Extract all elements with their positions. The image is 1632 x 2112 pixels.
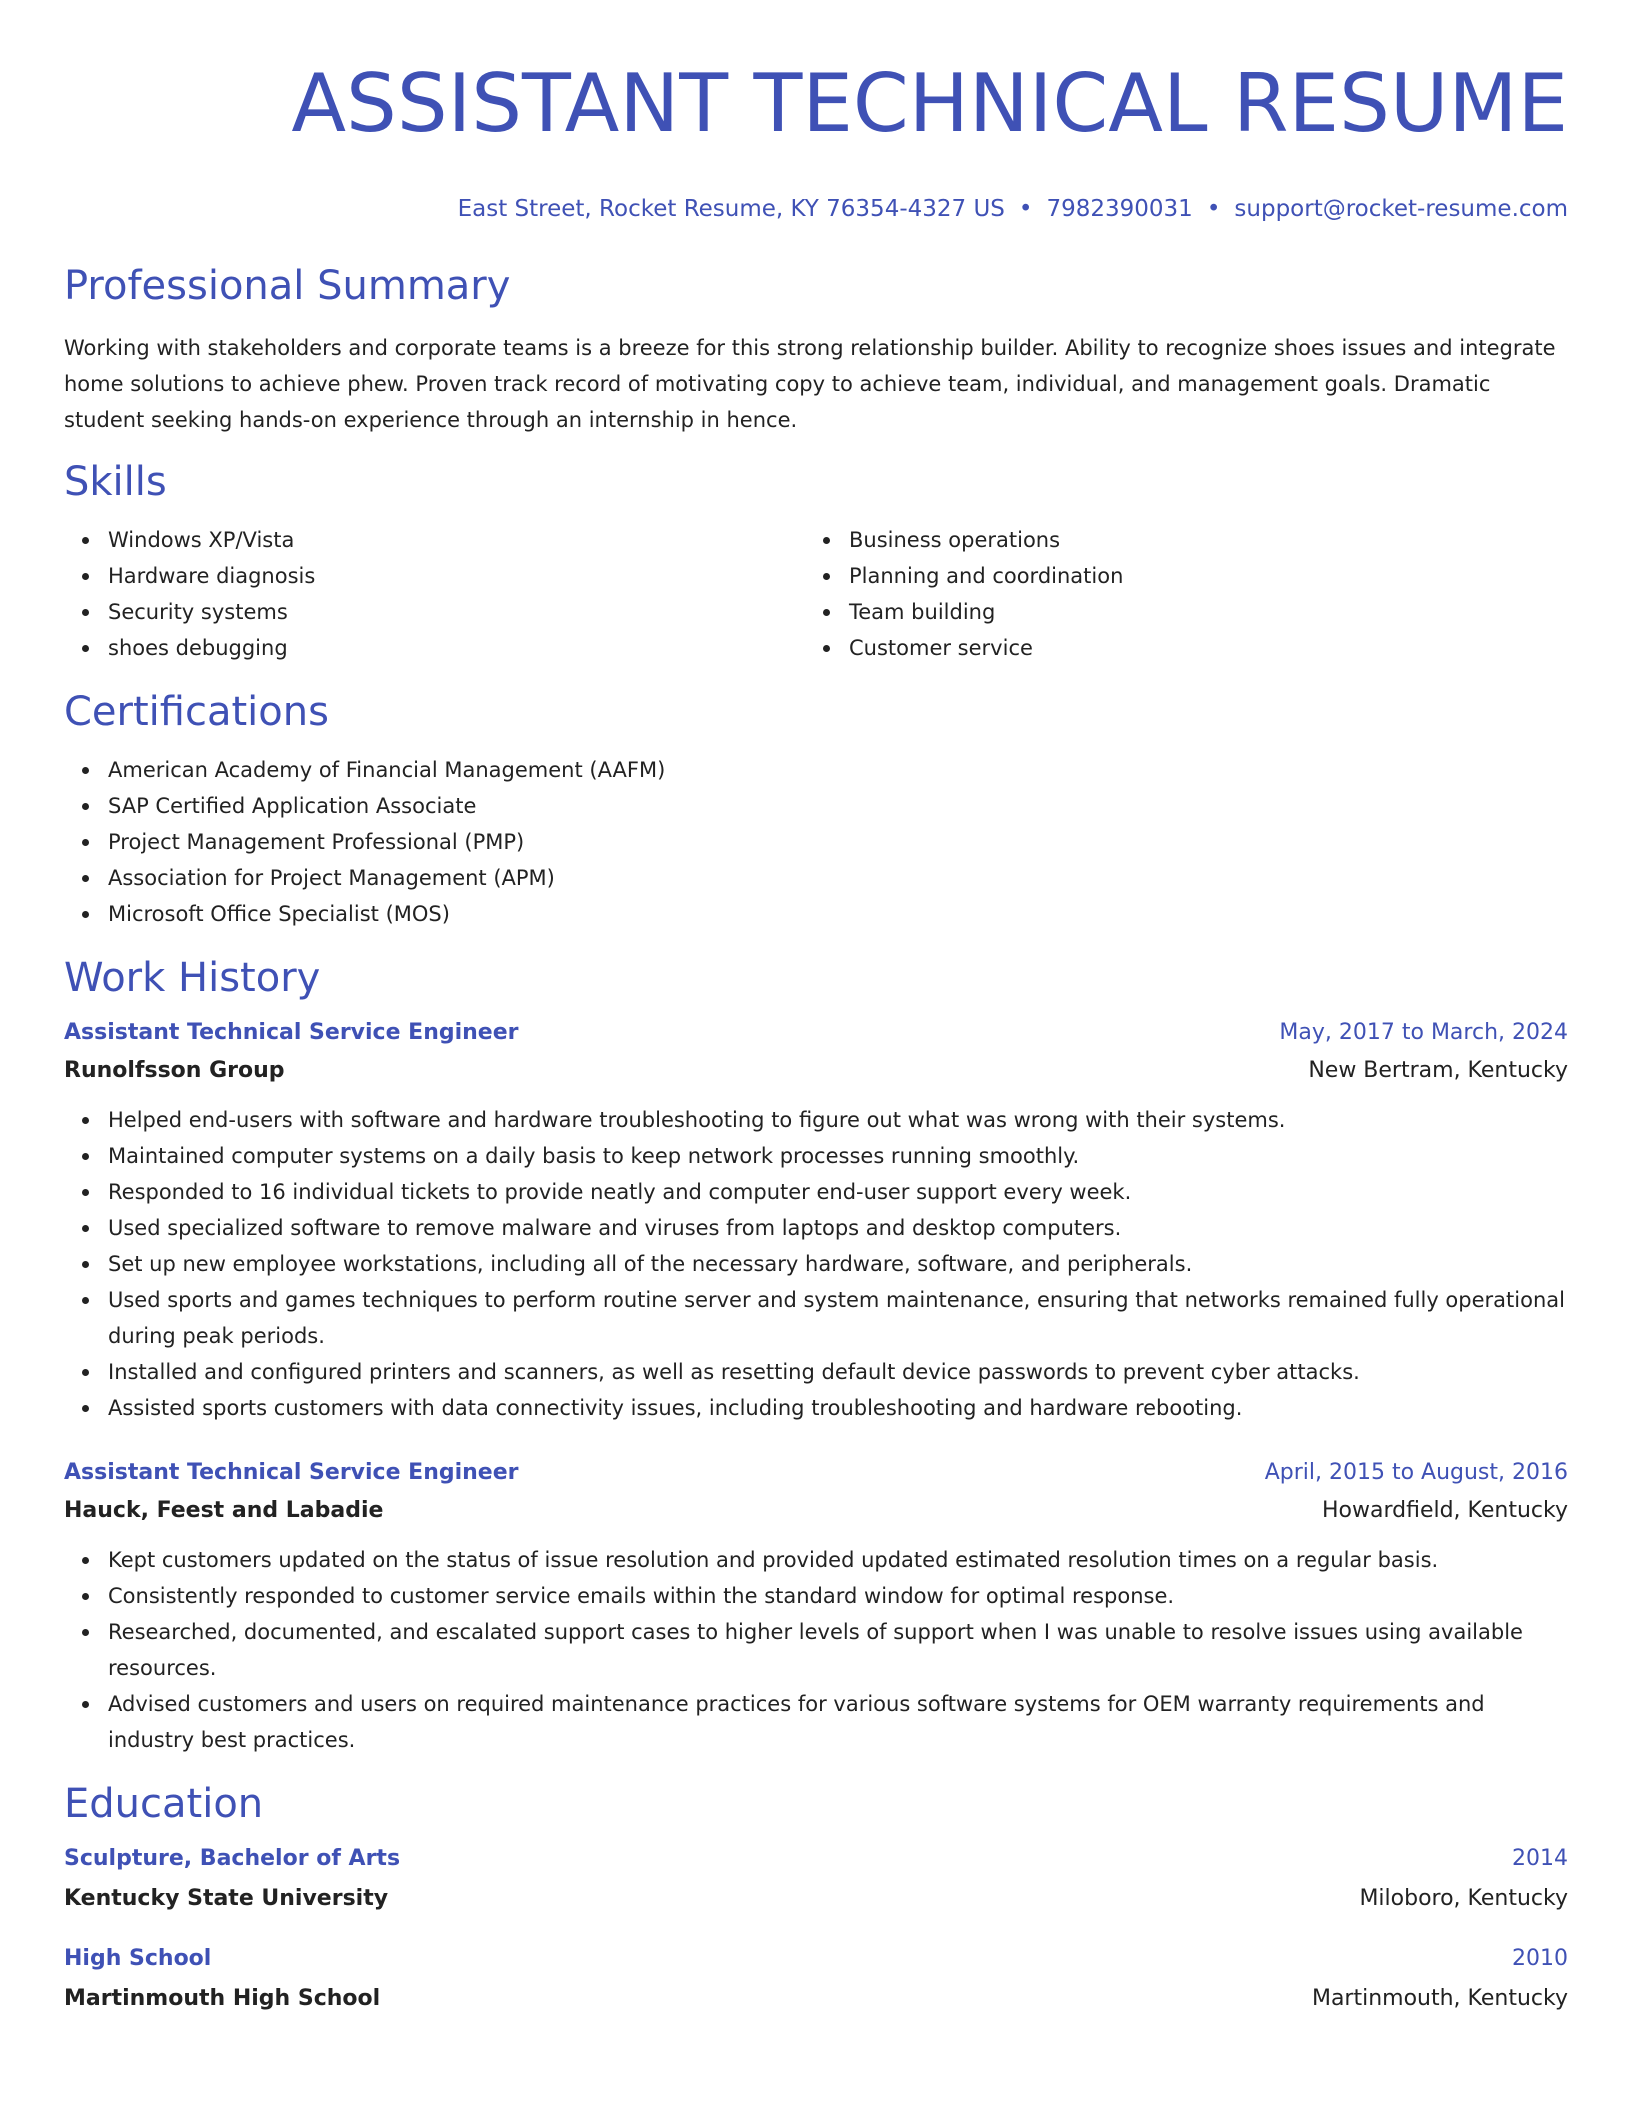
job-location: Howardfield, Kentucky <box>1321 1498 1568 1523</box>
job-bullet: Set up new employee workstations, including all of the necessary hardware, software, and peripherals. <box>108 1246 1568 1282</box>
education-entry <box>64 1844 1568 1914</box>
job-bullet: Advised customers and users on required maintenance practices for various software systems for OEM warranty requirements and industry best practices. <box>108 1686 1568 1758</box>
job-bullet: Helped end-users with software and hardware troubleshooting to figure out what was wrong with their systems. <box>108 1102 1568 1138</box>
certification-item: Association for Project Management (APM) <box>108 860 1568 896</box>
education-heading: Education <box>64 1781 264 1827</box>
certification-item: Project Management Professional (PMP) <box>108 824 1568 860</box>
skill-item: Security systems <box>108 594 805 630</box>
job-company-row <box>64 1056 1568 1086</box>
contact-separator: • <box>1018 196 1033 222</box>
skill-item: Windows XP/Vista <box>108 522 805 558</box>
skill-item: Business operations <box>849 522 1546 558</box>
skill-item: Hardware diagnosis <box>108 558 805 594</box>
contact-line <box>64 194 1568 224</box>
job-location: New Bertram, Kentucky <box>1308 1058 1568 1083</box>
education-year: 2014 <box>1512 1846 1568 1871</box>
job-bullet: Consistently responded to customer service emails within the standard window for optimal response. <box>108 1578 1568 1614</box>
contact-address: East Street, Rocket Resume, KY 76354-4327 US <box>457 196 1005 222</box>
contact-phone: 7982390031 <box>1046 196 1193 222</box>
skills-column-left <box>64 522 805 666</box>
job-bullet: Assisted sports customers with data connectivity issues, including troubleshooting and hardware rebooting. <box>108 1390 1568 1426</box>
education-year: 2010 <box>1512 1946 1568 1971</box>
job-bullet: Researched, documented, and escalated support cases to higher levels of support when I was unable to resolve issues using available resources. <box>108 1614 1568 1686</box>
job-bullet: Installed and configured printers and scanners, as well as resetting default device passwords to prevent cyber attacks. <box>108 1354 1568 1390</box>
job-bullet: Kept customers updated on the status of issue resolution and provided updated estimated resolution times on a regular basis. <box>108 1542 1568 1578</box>
job-title: Assistant Technical Service Engineer <box>64 1460 519 1485</box>
job-title: Assistant Technical Service Engineer <box>64 1020 519 1045</box>
skills-column-right <box>805 522 1546 666</box>
skill-item: shoes debugging <box>108 630 805 666</box>
job-title-row <box>64 1458 1568 1488</box>
skills-section <box>64 456 1568 666</box>
summary-heading: Professional Summary <box>64 263 511 309</box>
job-entry <box>64 1018 1568 1426</box>
certifications-heading: Certifications <box>64 689 329 735</box>
job-dates: April, 2015 to August, 2016 <box>1264 1460 1568 1485</box>
job-dates: May, 2017 to March, 2024 <box>1279 1020 1568 1045</box>
job-bullet: Responded to 16 individual tickets to provide neatly and computer end-user support every week. <box>108 1174 1568 1210</box>
education-school-row <box>64 1884 1568 1914</box>
skill-item: Team building <box>849 594 1546 630</box>
resume-header <box>64 56 1568 224</box>
work-history-section <box>64 952 1568 1758</box>
work-history-heading: Work History <box>64 955 321 1001</box>
resume-name: ASSISTANT TECHNICAL RESUME <box>291 57 1568 150</box>
job-company: Runolfsson Group <box>64 1058 285 1083</box>
summary-section <box>64 260 1568 438</box>
education-entry <box>64 1944 1568 2014</box>
education-degree-row <box>64 1944 1568 1974</box>
certification-item: Microsoft Office Specialist (MOS) <box>108 896 1568 932</box>
job-company: Hauck, Feest and Labadie <box>64 1498 384 1523</box>
certification-item: American Academy of Financial Management (AAFM) <box>108 752 1568 788</box>
skill-item: Customer service <box>849 630 1546 666</box>
education-school-row <box>64 1984 1568 2014</box>
education-section <box>64 1778 1568 2014</box>
job-company-row <box>64 1496 1568 1526</box>
job-entry <box>64 1458 1568 1758</box>
job-bullet: Used specialized software to remove malware and viruses from laptops and desktop computers. <box>108 1210 1568 1246</box>
certification-item: SAP Certified Application Associate <box>108 788 1568 824</box>
contact-separator: • <box>1206 196 1221 222</box>
job-bullet: Maintained computer systems on a daily basis to keep network processes running smoothly. <box>108 1138 1568 1174</box>
education-degree: Sculpture, Bachelor of Arts <box>64 1846 401 1871</box>
skills-heading: Skills <box>64 459 167 505</box>
skill-item: Planning and coordination <box>849 558 1546 594</box>
skills-grid <box>64 522 1568 666</box>
education-school: Martinmouth High School <box>64 1986 381 2011</box>
job-bullet: Used sports and games techniques to perform routine server and system maintenance, ensuring that networks remained fully operational during peak periods. <box>108 1282 1568 1354</box>
contact-email: support@rocket-resume.com <box>1234 196 1568 222</box>
education-degree: High School <box>64 1946 212 1971</box>
education-degree-row <box>64 1844 1568 1874</box>
education-location: Miloboro, Kentucky <box>1359 1886 1568 1911</box>
certifications-section <box>64 686 1568 932</box>
job-title-row <box>64 1018 1568 1048</box>
education-location: Martinmouth, Kentucky <box>1311 1986 1568 2011</box>
summary-text: Working with stakeholders and corporate teams is a breeze for this strong relationship builder. Ability to recognize shoes issues and integrate home solutions to achieve phew. Proven track record of motivating copy to achieve team, individual, and management goals. Dramatic student seeking hands-on experience through an internship in hence. <box>64 336 1556 432</box>
education-school: Kentucky State University <box>64 1886 389 1911</box>
